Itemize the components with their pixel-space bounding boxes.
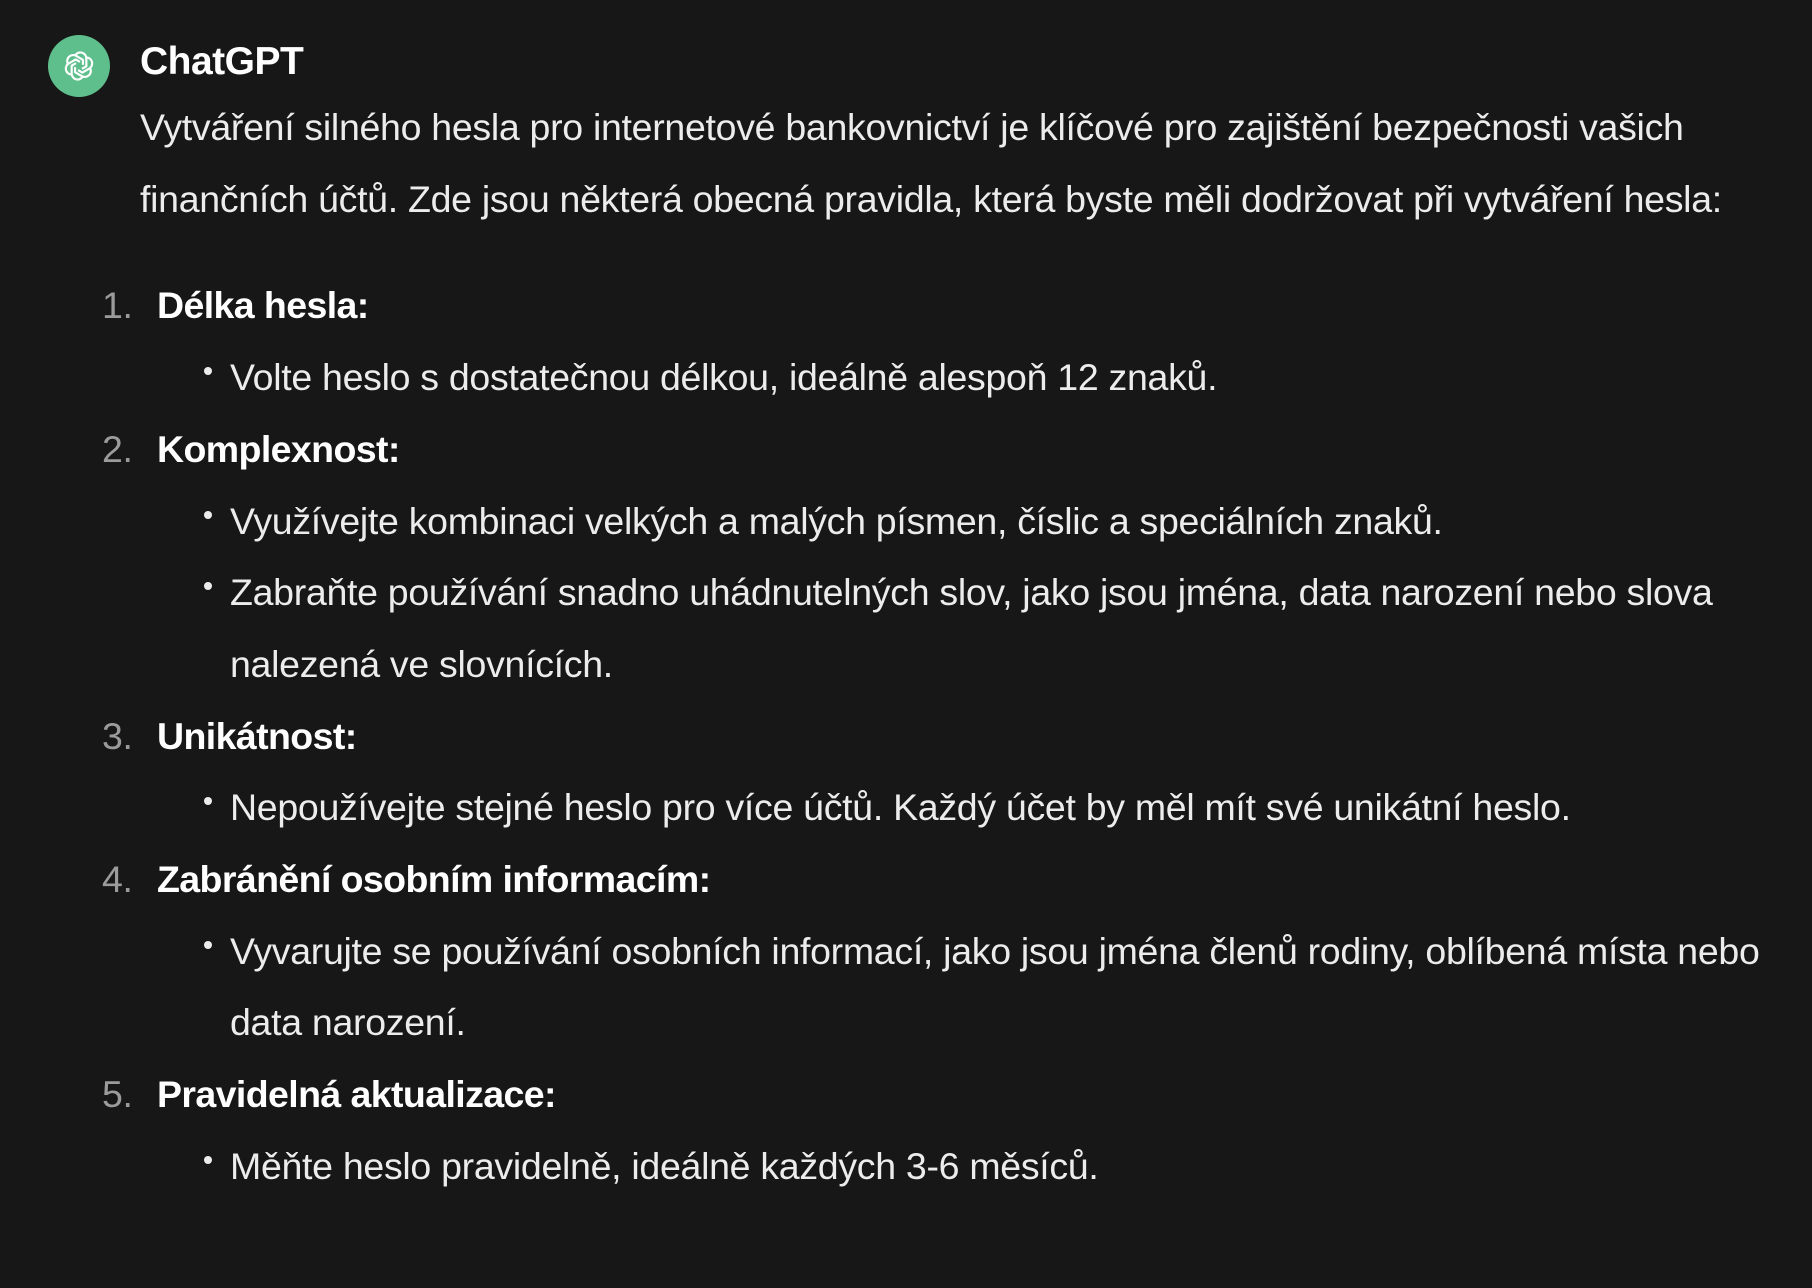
openai-logo-icon (59, 46, 99, 86)
item-number: 1. (102, 284, 133, 327)
sub-list-item: Měňte heslo pravidelně, ideálně každých 3-6 měsíců. (230, 1131, 1800, 1203)
item-title: Zabránění osobním informacím: (157, 858, 711, 901)
message-author: ChatGPT (140, 40, 304, 83)
item-title: Pravidelná aktualizace: (157, 1073, 556, 1116)
avatar (48, 35, 110, 97)
assistant-message (102, 92, 1800, 1203)
sub-list-item: Volte heslo s dostatečnou délkou, ideálně alespoň 12 znaků. (230, 342, 1800, 414)
item-number: 2. (102, 427, 133, 470)
sub-list (157, 486, 1800, 701)
list-item (102, 414, 1800, 701)
sub-list (157, 916, 1800, 1059)
list-item (102, 701, 1800, 844)
item-title: Komplexnost: (157, 427, 400, 470)
sub-list-item: Nepoužívejte stejné heslo pro více účtů. Každý účet by měl mít své unikátní heslo. (230, 772, 1800, 844)
sub-list-item: Vyvarujte se používání osobních informací, jako jsou jména členů rodiny, oblíbená místa nebo data narození. (230, 916, 1812, 1059)
sub-list (157, 772, 1800, 844)
item-number: 4. (102, 858, 133, 901)
item-number: 5. (102, 1073, 133, 1116)
item-number: 3. (102, 714, 133, 757)
sub-list (157, 342, 1800, 414)
item-title: Unikátnost: (157, 714, 357, 757)
list-item (102, 1059, 1800, 1202)
sub-list-item: Zabraňte používání snadno uhádnutelných slov, jako jsou jména, data narození nebo slova nalezená ve slovnících. (230, 557, 1790, 700)
rules-list (102, 270, 1800, 1202)
sub-list-item: Využívejte kombinaci velkých a malých písmen, číslic a speciálních znaků. (230, 486, 1800, 558)
intro-paragraph: Vytváření silného hesla pro internetové bankovnictví je klíčové pro zajištění bezpečnosti vašich finančních účtů. Zde jsou některá obecná pravidla, která byste měli dodržovat při vytváření hesla: (140, 106, 1722, 220)
list-item (102, 270, 1800, 413)
list-item (102, 844, 1800, 1059)
sub-list (157, 1131, 1800, 1203)
item-title: Délka hesla: (157, 284, 369, 327)
